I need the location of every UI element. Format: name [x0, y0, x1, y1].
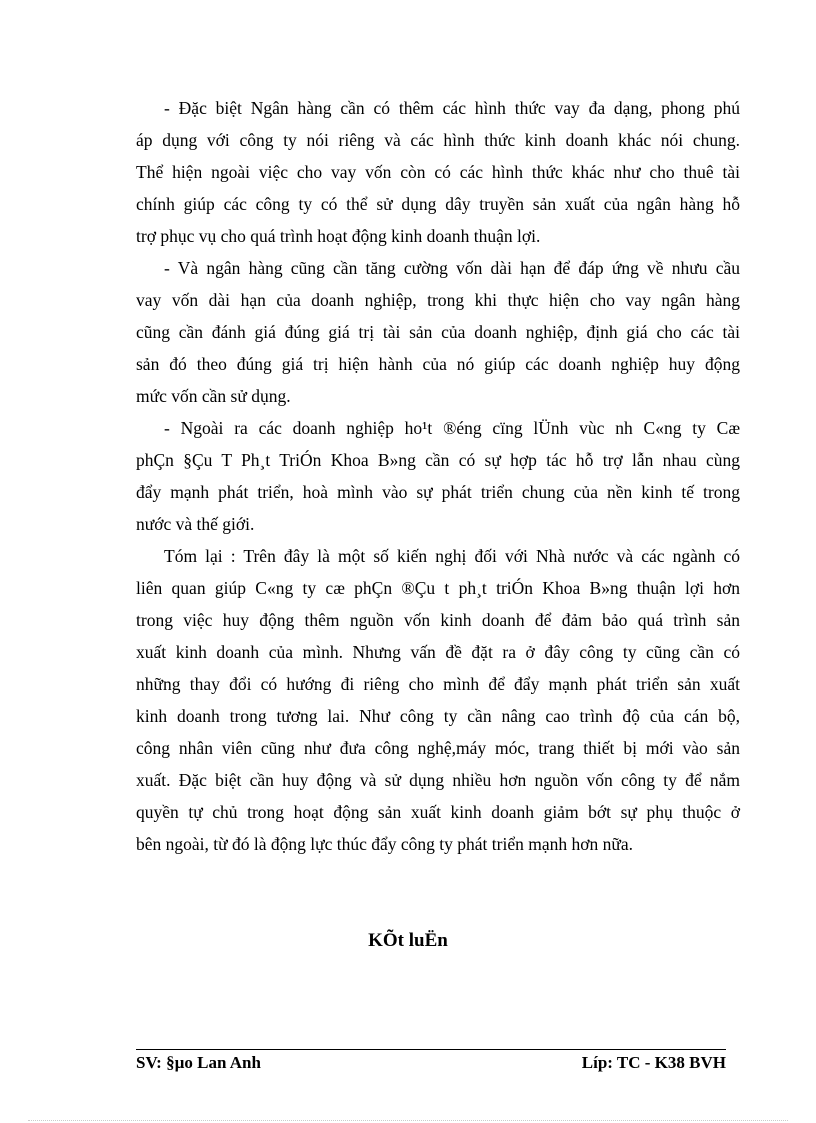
footer-divider: [136, 1049, 726, 1050]
text-line: chính giúp các công ty có thể sử dụng dây truyền sản xuất của ngân hàng hỗ: [136, 194, 740, 214]
text-line: đẩy mạnh phát triển, hoà mình vào sự phát triển chung của nền kinh tế trong: [136, 482, 740, 502]
text-line: trong việc huy động thêm nguồn vốn kinh doanh để đảm bảo quá trình sản: [136, 610, 740, 630]
text-line: vay vốn dài hạn của doanh nghiệp, trong khi thực hiện cho vay ngân hàng: [136, 290, 740, 310]
text-line: Thể hiện ngoài việc cho vay vốn còn có các hình thức khác như cho thuê tài: [136, 162, 740, 182]
footer-student-name: SV: §µo Lan Anh: [136, 1053, 261, 1072]
text-line: những thay đổi có hướng đi riêng cho mình để đẩy mạnh phát triển sản xuất: [136, 674, 740, 694]
text-line: quyền tự chủ trong hoạt động sản xuất kinh doanh giảm bớt sự phụ thuộc ở: [136, 802, 740, 822]
text-line: mức vốn cần sử dụng.: [136, 386, 291, 406]
text-line: liên quan giúp C«ng ty cæ phÇn ®Çu t ph¸t triÓn Khoa B»ng thuận lợi hơn: [136, 578, 740, 598]
text-line: - Đặc biệt Ngân hàng cần có thêm các hình thức vay đa dạng, phong phú: [164, 98, 740, 118]
document-body: [136, 92, 740, 860]
text-line: xuất. Đặc biệt cần huy động và sử dụng nhiều hơn nguồn vốn công ty để nắm: [136, 770, 740, 790]
paragraph: [136, 540, 740, 860]
text-line: trợ phục vụ cho quá trình hoạt động kinh doanh thuận lợi.: [136, 226, 541, 246]
text-line: sản đó theo đúng giá trị hiện hành của nó giúp các doanh nghiệp huy động: [136, 354, 740, 374]
text-line: áp dụng với công ty nói riêng và các hình thức kinh doanh khác nói chung.: [136, 130, 740, 150]
text-line: - Ngoài ra các doanh nghiệp ho¹t ®éng cïng lÜnh vùc nh C«ng ty Cæ: [164, 418, 740, 438]
text-line: công nhân viên cũng như đưa công nghệ,máy móc, trang thiết bị mới vào sản: [136, 738, 740, 758]
text-line: nước và thế giới.: [136, 514, 255, 534]
text-line: kinh doanh trong tương lai. Như công ty cần nâng cao trình độ của cán bộ,: [136, 706, 740, 726]
paragraph: [136, 252, 740, 412]
text-line: xuất kinh doanh của mình. Nhưng vấn đề đặt ra ở đây công ty cũng cần có: [136, 642, 740, 662]
text-line: phÇn §Çu T Ph¸t TriÓn Khoa B»ng cần có sự hợp tác hỗ trợ lẫn nhau cùng: [136, 450, 740, 470]
text-line: - Và ngân hàng cũng cần tăng cường vốn dài hạn để đáp ứng về nhưu cầu: [164, 258, 740, 278]
paragraph: [136, 92, 740, 252]
paragraph: [136, 412, 740, 540]
page-footer: [136, 1053, 726, 1073]
text-line: bên ngoài, từ đó là động lực thúc đẩy công ty phát triển mạnh hơn nữa.: [136, 834, 633, 854]
page-bottom-edge: [28, 1120, 788, 1121]
section-heading: KÕt luËn: [368, 930, 448, 951]
text-line: cũng cần đánh giá đúng giá trị tài sản của doanh nghiệp, định giá cho các tài: [136, 322, 740, 342]
text-line: Tóm lại : Trên đây là một số kiến nghị đối với Nhà nước và các ngành có: [164, 546, 740, 566]
footer-class: Líp: TC - K38 BVH: [581, 1053, 726, 1072]
